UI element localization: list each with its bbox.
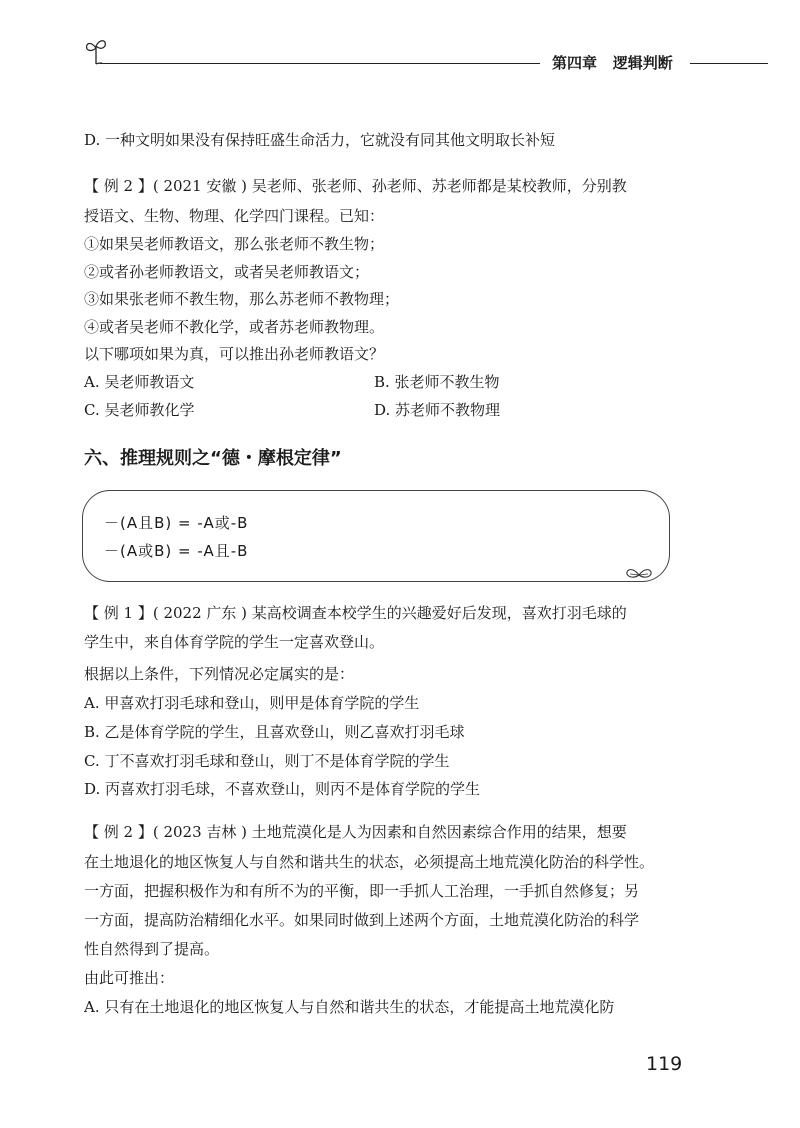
condition-1: ①如果吴老师教语文，那么张老师不教生物； bbox=[84, 235, 385, 253]
condition-2: ②或者孙老师教语文，或者吴老师教语文； bbox=[84, 263, 370, 281]
example-2023-line3: 一方面，把握积极作为和有所不为的平衡，即一手抓人工治理，一手抓自然修复；另 bbox=[84, 882, 640, 900]
rule-line-1: －(A且B) = -A或-B bbox=[104, 514, 249, 532]
example-2022-option-d: D. 丙喜欢打羽毛球，不喜欢登山，则丙不是体育学院的学生 bbox=[84, 780, 481, 798]
chapter-title: 逻辑判断 bbox=[612, 54, 673, 72]
page-number: 119 bbox=[646, 1053, 683, 1075]
example-2022-line1: 【 例 1 】( 2022 广东 ) 某高校调查本校学生的兴趣爱好后发现，喜欢打羽毛球的 bbox=[84, 604, 627, 622]
sprout-icon bbox=[84, 36, 108, 70]
header-rule-left bbox=[100, 63, 540, 64]
example-2022-option-b: B. 乙是体育学院的学生，且喜欢登山，则乙喜欢打羽毛球 bbox=[84, 723, 465, 741]
option-a: A. 吴老师教语文 bbox=[84, 373, 195, 391]
example-2023-line5: 性自然得到了提高。 bbox=[84, 940, 220, 958]
option-b: B. 张老师不教生物 bbox=[374, 373, 500, 391]
example-2023-option-a: A. 只有在土地退化的地区恢复人与自然和谐共生的状态，才能提高土地荒漠化防 bbox=[84, 998, 615, 1016]
chapter-number: 第四章 bbox=[552, 54, 598, 72]
example-2023-line2: 在土地退化的地区恢复人与自然和谐共生的状态，必须提高土地荒漠化防治的科学性。 bbox=[84, 853, 655, 871]
rule-line-2: －(A或B) = -A且-B bbox=[104, 542, 249, 560]
example-2021-line2: 授语文、生物、物理、化学四门课程。已知： bbox=[84, 207, 385, 225]
option-d-previous: D. 一种文明如果没有保持旺盛生命活力，它就没有同其他文明取长补短 bbox=[84, 131, 556, 149]
example-2023-line1: 【 例 2 】( 2023 吉林 ) 土地荒漠化是人为因素和自然因素综合作用的结果，想要 bbox=[84, 823, 627, 841]
example-2023-line4: 一方面，提高防治精细化水平。如果同时做到上述两个方面，土地荒漠化防治的科学 bbox=[84, 911, 640, 929]
example-2021-question: 以下哪项如果为真，可以推出孙老师教语文？ bbox=[84, 345, 385, 363]
condition-4: ④或者吴老师不教化学，或者苏老师教物理。 bbox=[84, 318, 385, 336]
leaf-icon bbox=[624, 565, 654, 585]
example-2023-question: 由此可推出： bbox=[84, 969, 175, 987]
option-c: C. 吴老师教化学 bbox=[84, 401, 195, 419]
option-d: D. 苏老师不教物理 bbox=[374, 401, 501, 419]
condition-3: ③如果张老师不教生物，那么苏老师不教物理； bbox=[84, 290, 400, 308]
example-2022-option-c: C. 丁不喜欢打羽毛球和登山，则丁不是体育学院的学生 bbox=[84, 752, 450, 770]
header-rule-right bbox=[690, 63, 768, 64]
rules-box bbox=[82, 490, 670, 582]
example-2022-question: 根据以上条件，下列情况必定属实的是： bbox=[84, 665, 355, 683]
section-title: 六、推理规则之“德・摩根定律” bbox=[84, 448, 342, 469]
example-2022-option-a: A. 甲喜欢打羽毛球和登山，则甲是体育学院的学生 bbox=[84, 694, 420, 712]
chapter-heading bbox=[552, 52, 673, 73]
example-2021-line1: 【 例 2 】( 2021 安徽 ) 吴老师、张老师、孙老师、苏老师都是某校教师，分别教 bbox=[84, 177, 627, 195]
example-2022-line2: 学生中，来自体育学院的学生一定喜欢登山。 bbox=[84, 633, 385, 651]
